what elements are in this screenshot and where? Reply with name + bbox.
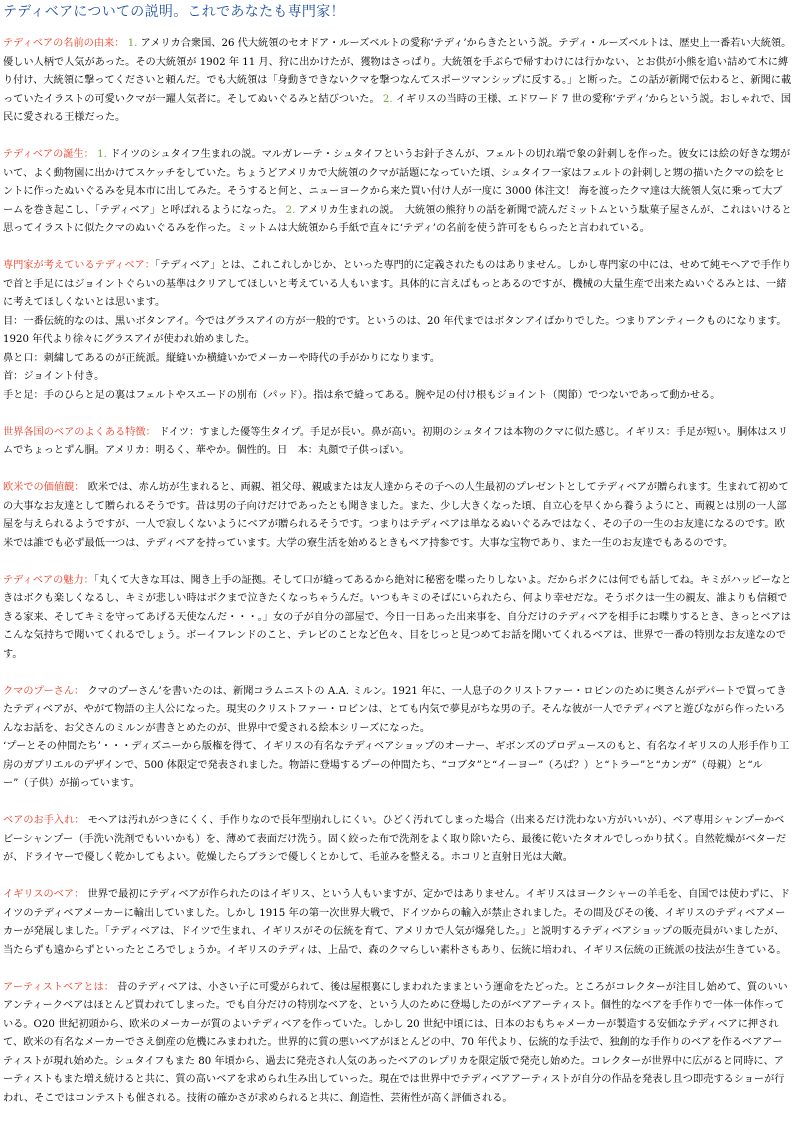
- section-heading: 専門家が考えているテディベア：: [3, 260, 155, 271]
- section-heading: 世界各国のベアのよくある特徴：: [3, 426, 156, 438]
- feature-eyes: 目：一番伝統的なのは、黒いボタンアイ。今ではグラスアイの方が一般的です。というのは、20 年代まではボタンアイばかりでした。つまりアンティークものになります。1920 年代より徐々にグラスアイが使われ始めました。: [3, 315, 787, 345]
- section-text: 欧米では、赤ん坊が生まれると、両親、祖父母、親戚または友人達からその子への人生最初のプレゼントとしてテディベアが贈られます。生まれて初めての大事なお友達として贈られるそうです。昔は男の子向けだけであったとも聞きました。また、少し大きくなった頃、自立心を早くから養うようにと、両親とは別の一人部屋を与えられるようですが、一人で寂しくないようにベアが贈られるそうです。つまりはテディベアは単なるぬいぐるみではなく、その子の一生のお友達になるのです。欧米では誰でも必ず最低一つは、テディベアを持っています。大学の寮生活を始めるときもベア持参です。大事な宝物であり、また一生のお友達でもあるのです。: [3, 482, 789, 549]
- section-heading: テディベアの魅力：: [3, 574, 94, 586]
- section-text: 昔のテディベアは、小さい子に可愛がられて、後は屋根裏にしまわれたままという運命をたどった。ところがコレクターが注目し始めて、質のいいアンティークベアはほとんど買われてしまった。でも自分だけの特別なベアを、という人のために登場したのがベアアーティスト。個性的なベアを手作りで一体一体作っている。O20 世紀初頭から、欧米のメーカーが質のよいテディベアを作っていた。しかし 20 世紀中頃には、日本のおもちゃメーカーが製造する安価なテディベアに押されて、欧米の有名なメーカーでさえ倒産の危機にみまわれた。世界的に質の悪いベアがほとんどの中、70 年代より、伝統的な手法で、独創的な手作りのベアを作るベアアーティストが現れ始めた。シュタイフもまた 80 年頃から、過去に発売され人気のあったベアのレプリカを限定版で発売し始めた。コレクターが世界中に広がると同時に、アーティストもまた増え続けると共に、質の高いベアを求められ生み出していった。現在では世界中でテディベアアーティストが自分の作品を発表し且つ即売するショーが行われ、そこではコンテストも催される。技術の確かさが求められると共に、創造性、芸術性が高く評価される。: [3, 981, 788, 1104]
- section-name-origin: [3, 35, 792, 128]
- section-western-values: [3, 479, 792, 553]
- section-text: 「テディベア」とは、これこれしかじか、といった専門的に定義されたものはありません。しかし専門家の中には、せめて純モヘアで手作りで首と手足にはジョイントぐらいの基準はクリアしてほしいと考えている人もいます。具体的に言えばもっとあるのですが、機械の大量生産で出来たぬいぐるみとは、一緒に考えてほしくないとは思います。: [3, 260, 792, 308]
- section-text: クマのプーさん’を書いたのは、新聞コラムニストの A.A. ミルン。1921 年に、一人息子のクリストファー・ロビンのために奥さんがデパートで買ってきたテディベアが、やがて物語の主人公になった。現実のクリストファー・ロビンは、とても内気で夢見がちな男の子。そんな彼が一人でテディベアと遊びながら作ったいろんなお話を、お父さんのミルンが書きとめたのが、世界中で愛される絵本シリーズになった。: [3, 685, 787, 734]
- section-care: [3, 812, 792, 868]
- section-text: 「丸くて大きな耳は、聞き上手の証拠。そして口が縫ってあるから絶対に秘密を喋ったりしないよ。だからボクには何でも話してね。キミがハッピーなときはボクも楽しくなるし、キミが悲しい時はボクまで泣きたくなっちゃうんだ。いつもキミのそばにいられたら、何より幸せだな。そうボクは一生の親友、誰よりも信頼できる家来、そしてキミを守ってあげる天使なんだ・・・。」女の子が自分の部屋で、今日一日あった出来事を、自分だけのテディベアを相手にお喋りするとき、きっとベアはこんな気持ちで聞いてくれるでしょう。ボーイフレンドのこと、テレビのことなど色々、目をじっと見つめてお話を聞いてくれるベアは、世界で一番の特別なお友達なのです。: [3, 574, 792, 660]
- feature-nose-mouth: 鼻と口：刺繍してあるのが正統派。縦縫いか横縫いかでメーカーや時代の手がかりになります。: [3, 352, 441, 364]
- section-text: アメリカ合衆国、26 代大統領のセオドア・ルーズベルトの愛称‘テディ’からきたという説。テディ・ルーズベルトは、歴史上一番若い大統領。優しい人柄で人気があった。その大統領が 1902 年 11 月、狩に出かけたが、獲物はさっぱり。大統領を手ぶらで帰すわけには行かない、とお供が小熊を追い詰めて木に縛り付け、大統領に撃ってくださいと頼んだ。でも大統領は「身動きできないクマを撃つなんてスポーツマンシップに反する。」と断った。この話が新聞で伝わると、新聞に載っていたイラストの可愛いクマが一躍人気者に。そしてぬいぐるみと結びついた。: [3, 38, 792, 105]
- item-number: 1.: [97, 149, 107, 160]
- section-text: ドイツ：すました優等生タイプ。手足が長い。鼻が高い。初期のシュタイフは本物のクマに似た感じ。イギリス：手足が短い。胴体はスリムでちょっとずん胴。アメリカ：明るく、華やか。個性的。日 本：丸顔で子供っぽい。: [3, 426, 788, 456]
- item-number: 2.: [382, 93, 393, 105]
- section-heading: 欧米での価値観：: [3, 482, 85, 493]
- section-heading: イギリスのベア：: [3, 889, 85, 900]
- section-british-bears: [3, 886, 792, 960]
- section-heading: アーティストベアとは：: [3, 981, 114, 993]
- section-artist-bears: [3, 979, 792, 1109]
- section-heading: テディベアの名前の由来：: [3, 38, 125, 49]
- section-birth: [3, 146, 792, 239]
- item-number: 2.: [285, 204, 296, 216]
- section-pooh: [3, 683, 792, 794]
- page-title: テディベアについての説明。これであなたも専門家！: [3, 4, 345, 20]
- section-heading: クマのプーさん：: [3, 685, 85, 697]
- section-text: ドイツのシュタイフ生まれの説。マルガレーテ・シュタイフというお針子さんが、フェルトの切れ端で象の針刺しを作った。彼女には絵の好きな甥がいて、よく動物園に出かけてスケッチをしていた。ちょうどアメリカで大統領のクマが話題になっていた頃、シュタイフ一家はフェルトの針刺しと甥の描いたクマの絵をヒントに作ったぬいぐるみを見本市に出してみた。そうすると何と、ニューヨークから来た買い付け人が一度に 3000 体注文！ 海を渡ったクマ達は大統領人気に乗って大ブームを巻き起こし、「テディベア」と呼ばれるようになった。: [3, 149, 791, 216]
- section-heading: テディベアの誕生：: [3, 149, 94, 160]
- section-charm: [3, 572, 792, 665]
- section-text: モヘアは汚れがつきにくく、手作りなので長年型崩れしにくい。ひどく汚れてしまった場合（出来るだけ洗わない方がいいが）、ベア専用シャンプーかベビーシャンプー（手洗い洗剤でもいいかも）を、薄めて表面だけ洗う。固く絞った布で洗剤をよく取り除いたら、最後に乾いたタオルでしっかり拭く。自然乾燥がベターだが、ドライヤーで優しく乾かしてもよい。乾燥したらブラシで優しくとかして、毛並みを整える。ホコリと直射日光は大敵。: [3, 815, 787, 863]
- section-world-features: [3, 424, 792, 461]
- section-text: アメリカ生まれの説。 大統領の熊狩りの話を新聞で読んだミットムという駄菓子屋さんが、これはいけると思ってイラストに似たクマのぬいぐるみを作った。ミットムは大統領から手紙で直々に‘テディ’の名前を使う許可をもらったと言われている。: [3, 204, 792, 234]
- section-expert-view: [3, 257, 792, 405]
- section-heading: ベアのお手入れ：: [3, 815, 85, 826]
- section-text: 世界で最初にテディベアが作られたのはイギリス、という人もいますが、定かではありません。イギリスはヨークシャーの羊毛を、自国では使わずに、ドイツのテディベアメーカーに輸出していました。しかし 1915 年の第一次世界大戦で、ドイツからの輸入が禁止されました。その間及びその後、イギリスのテディベアメーカーが発展しました。「テディベアは、ドイツで生まれ、イギリスがその伝統を育て、アメリカで人気が爆発した。」と説明するテディベアショップの販売員がいましたが、当たらずも遠からずといったところでしょうか。イギリスのテディは、上品で、森のクマらしい素朴さもあり、伝統に培われ、イギリス伝統の正統派の技法が生きている。: [3, 889, 790, 956]
- feature-neck: 首：ジョイント付き。: [3, 371, 105, 382]
- feature-hands-feet: 手と足：手のひらと足の裏はフェルトやスエードの別布（パッド）。指は糸で縫ってある。腕や足の付け根もジョイント（関節）でつないであって動かせる。: [3, 389, 721, 401]
- section-text: ‘プーとその仲間たち’・・・ディズニーから版権を得て、イギリスの有名なテディベアショップのオーナー、ギボンズのプロデュースのもと、有名なイギリスの人形手作り工房のガブリエルのデザインで、500 体限定で発表されました。物語に登場するプーの仲間たち、“コブタ”と“イーヨー”（ろば？）と“トラー”と“カンガ”（母親）と“ルー”（子供）が揃っています。: [3, 741, 790, 789]
- item-number: 1.: [127, 38, 138, 49]
- section-text: イギリスの当時の王様、エドワード 7 世の愛称‘テディ’からという説。おしゃれで、国民に愛される王様だった。: [3, 93, 792, 123]
